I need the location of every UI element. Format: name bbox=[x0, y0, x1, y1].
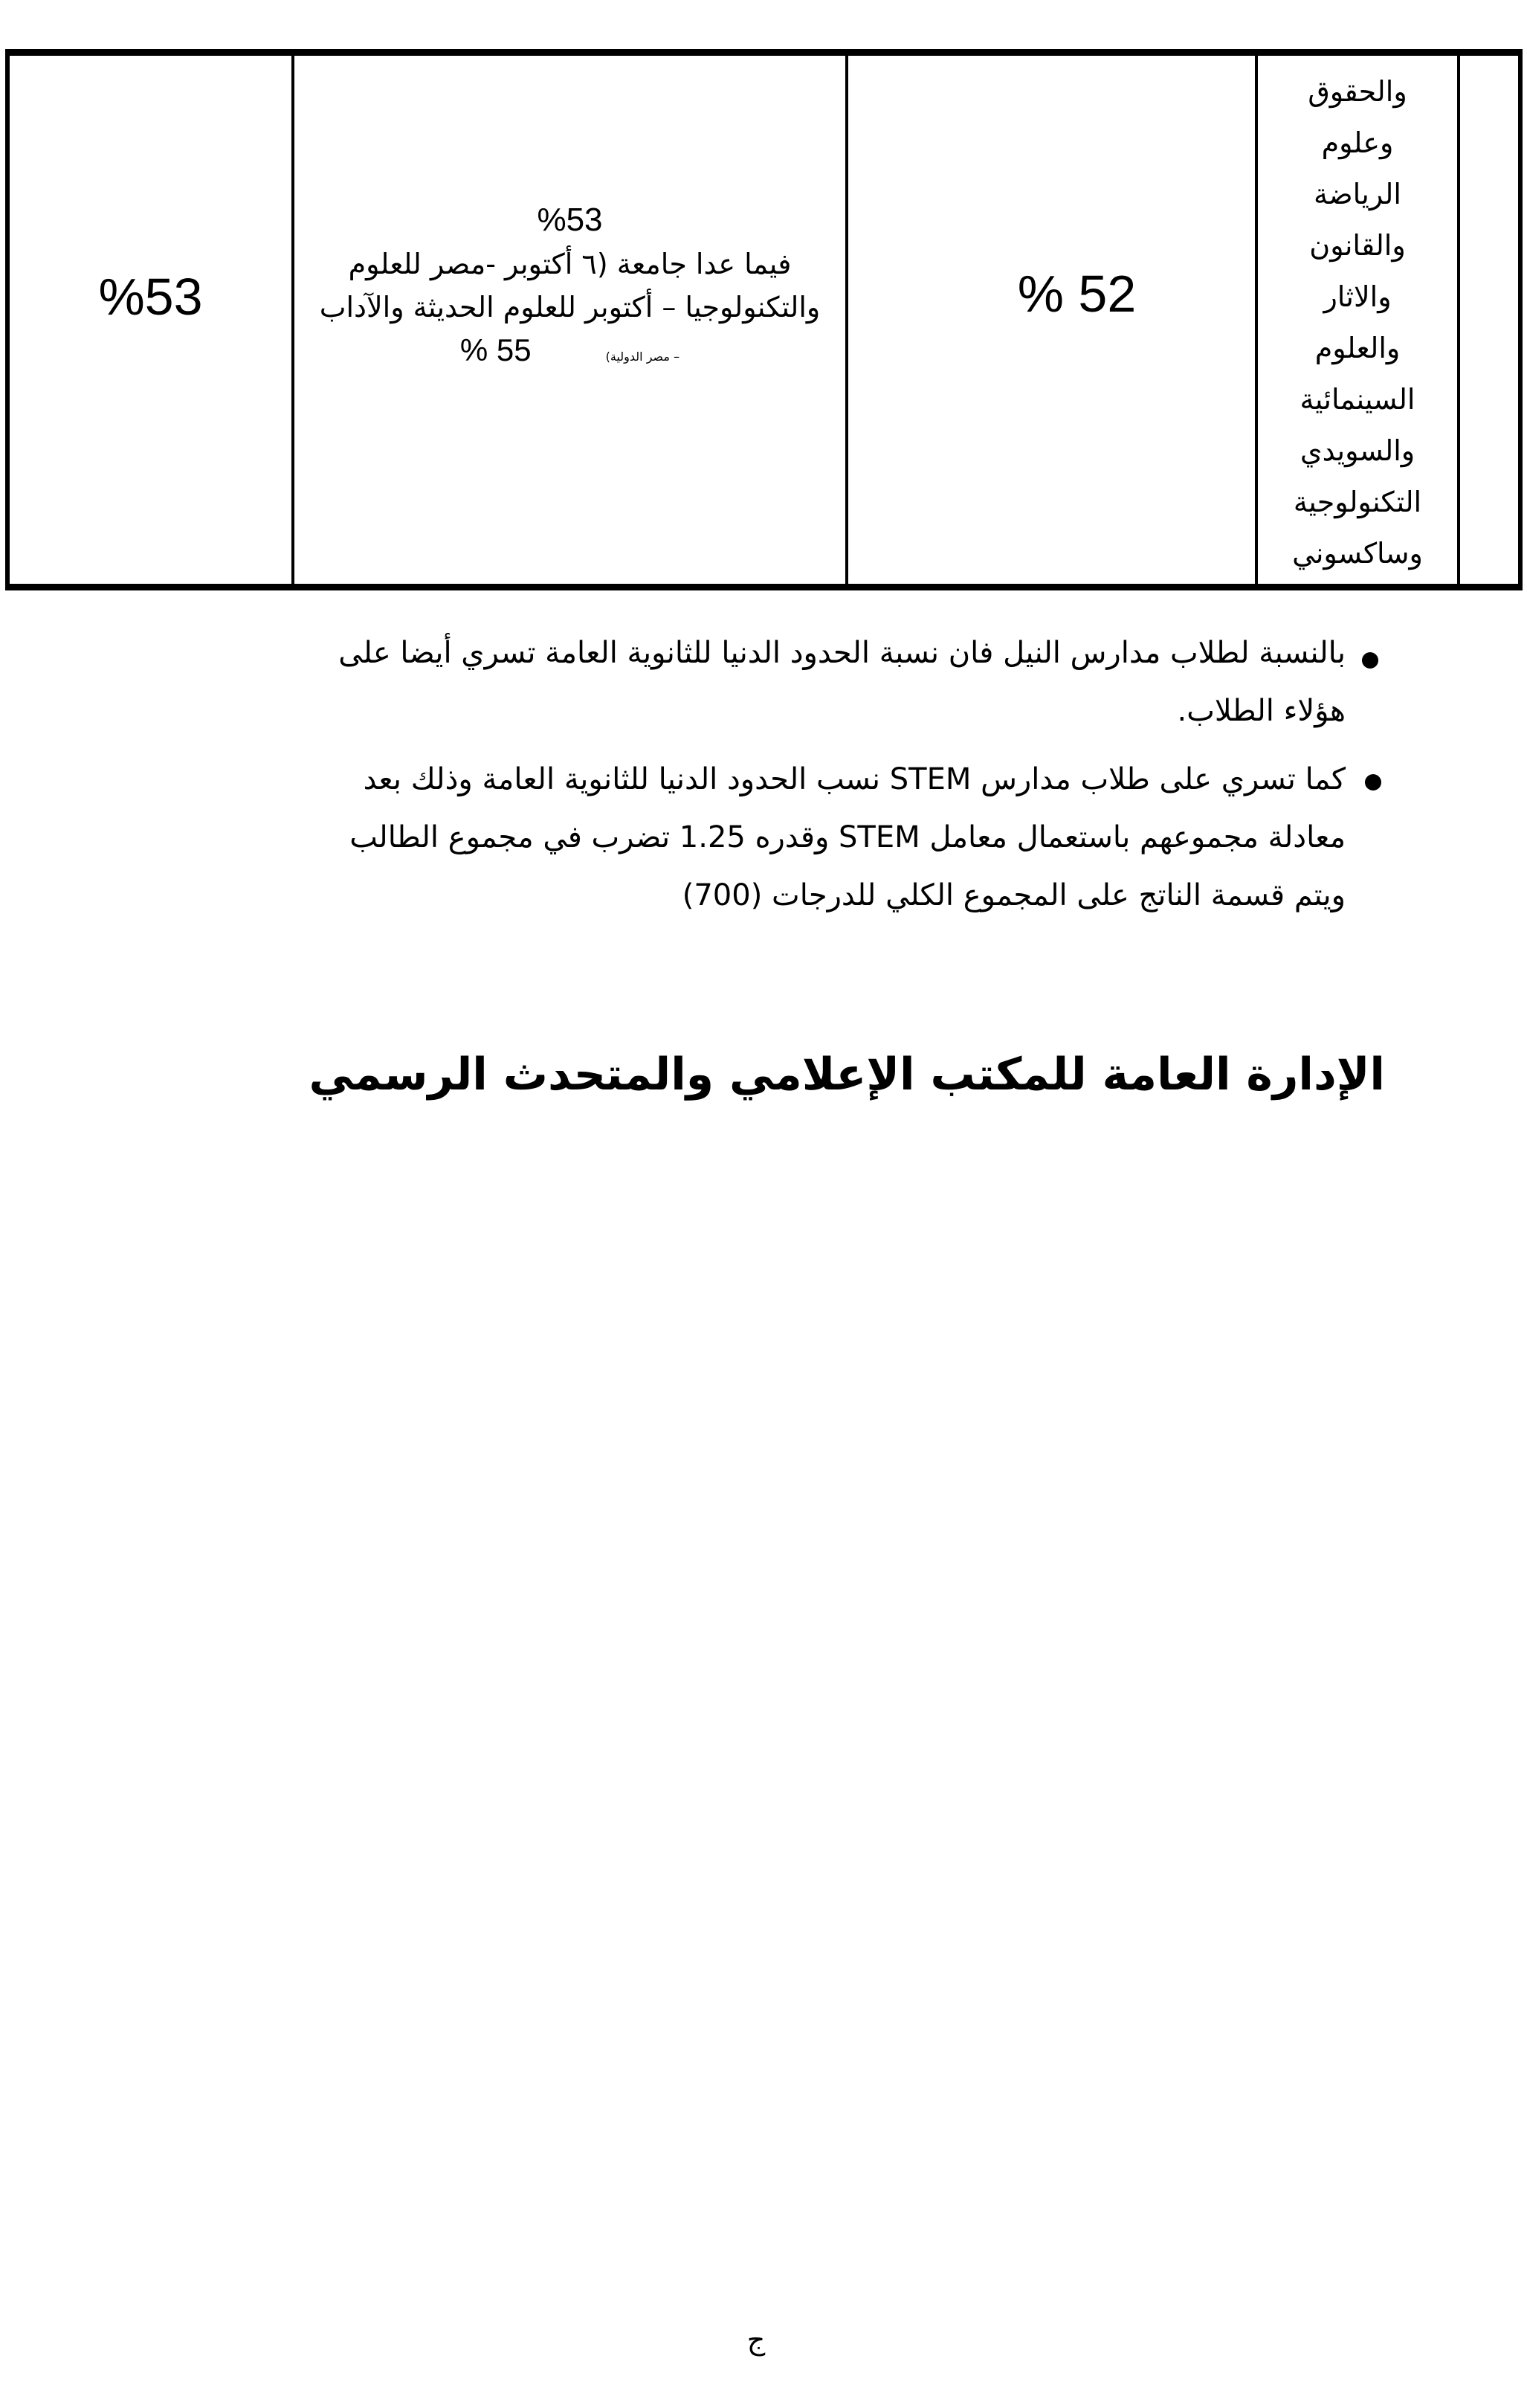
subject-item: وعلوم bbox=[1321, 126, 1394, 159]
percent53-value: %53 bbox=[98, 268, 203, 326]
subject-item: التكنولوجية bbox=[1293, 486, 1422, 518]
bullet-icon bbox=[1365, 774, 1381, 791]
table-cell-subjects bbox=[1258, 56, 1460, 584]
bullet-icon bbox=[1362, 652, 1378, 669]
note-nile-schools bbox=[338, 624, 1346, 740]
subject-item: وساكسوني bbox=[1292, 537, 1423, 570]
page-letter: ج bbox=[746, 2323, 766, 2356]
table-cell-exception-note bbox=[294, 56, 848, 584]
subject-item: السينمائية bbox=[1300, 383, 1415, 416]
subject-item: والقانون bbox=[1309, 229, 1406, 262]
department-signature: الإدارة العامة للمكتب الإعلامي والمتحدث الرسمي bbox=[309, 1049, 1385, 1101]
subject-item: الرياضة bbox=[1314, 178, 1401, 210]
note-line: بالنسبة لطلاب مدارس النيل فان نسبة الحدود الدنيا للثانوية العامة تسري أيضا على bbox=[338, 636, 1346, 670]
subject-item: والسويدي bbox=[1300, 434, 1415, 467]
percent52-value: % 52 bbox=[1017, 265, 1137, 323]
subject-item: والحقوق bbox=[1308, 75, 1407, 108]
table-cell-empty bbox=[1460, 56, 1518, 584]
note-stem-schools bbox=[349, 750, 1346, 924]
admission-limits-table bbox=[5, 49, 1523, 590]
note-line-4 bbox=[460, 329, 679, 379]
subject-item: والعلوم bbox=[1314, 332, 1401, 364]
note-line: هؤلاء الطلاب. bbox=[1177, 694, 1346, 728]
table-cell-percent52 bbox=[848, 56, 1258, 584]
subject-item: والاثار bbox=[1323, 280, 1392, 313]
note-line: معادلة مجموعهم باستعمال معامل STEM وقدره 1.25 تضرب في مجموع الطالب bbox=[349, 820, 1346, 854]
note-line-2: فيما عدا جامعة (٦ أكتوبر -مصر للعلوم bbox=[348, 248, 792, 280]
note-percent55-value: % 55 bbox=[459, 332, 532, 367]
note-line-3: والتكنولوجيا – أكتوبر للعلوم الحديثة والآداب bbox=[319, 291, 821, 323]
note-line: ويتم قسمة الناتج على المجموع الكلي للدرجات (700) bbox=[682, 878, 1346, 912]
table-cell-percent53 bbox=[10, 56, 294, 584]
note-line-4-text: – مصر الدولية) bbox=[605, 350, 680, 364]
note-percent53-value: %53 bbox=[537, 202, 603, 238]
note-line: كما تسري على طلاب مدارس STEM نسب الحدود الدنيا للثانوية العامة وذلك بعد bbox=[363, 762, 1346, 796]
